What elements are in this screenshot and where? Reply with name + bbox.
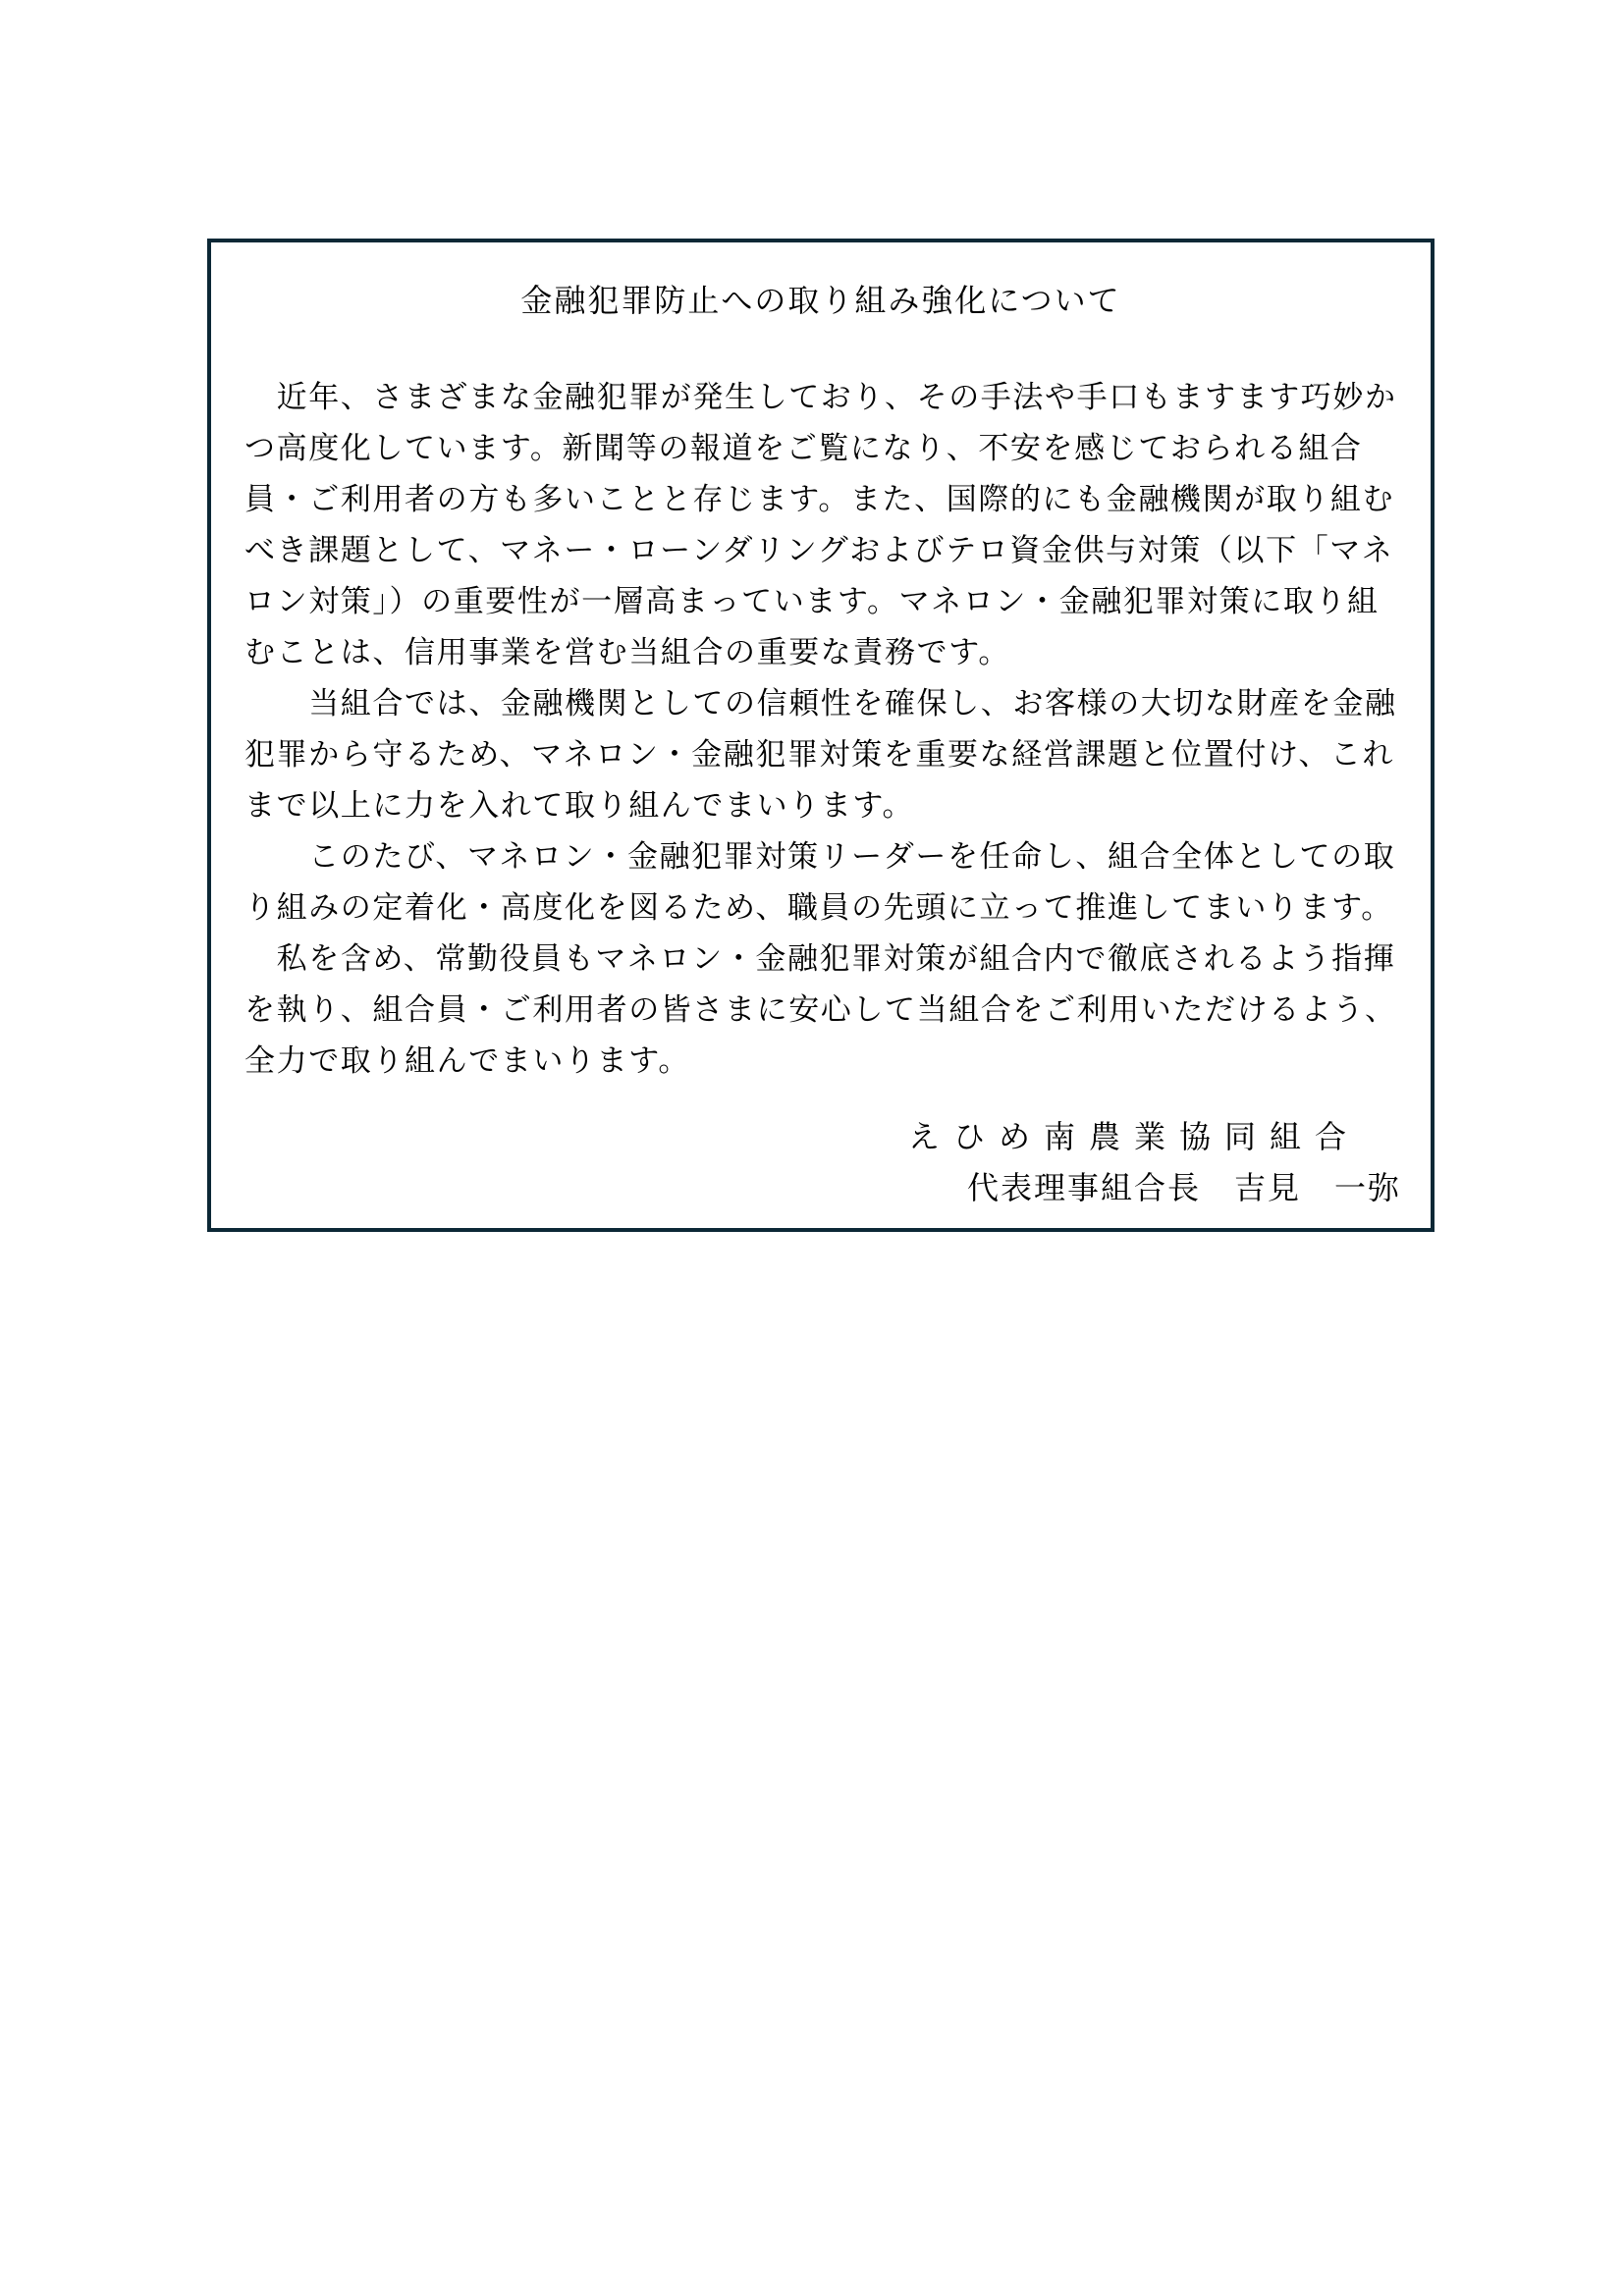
notice-title: 金融犯罪防止への取り組み強化について: [520, 282, 1121, 319]
body-line: むことは、信用事業を営む当組合の重要な責務です。: [244, 635, 1010, 670]
body-line: このたび、マネロン・金融犯罪対策リーダーを任命し、組合全体としての取: [244, 839, 1396, 875]
body-line: 員・ご利用者の方も多いことと存じます。また、国際的にも金融機関が取り組む: [244, 482, 1395, 517]
body-line: つ高度化しています。新聞等の報道をご覧になり、不安を感じておられる組合: [244, 431, 1363, 466]
body-line: 当組合では、金融機関としての信頼性を確保し、お客様の大切な財産を金融: [244, 686, 1397, 721]
notice-box: [207, 239, 1435, 1232]
body-line: べき課題として、マネー・ローンダリングおよびテロ資金供与対策（以下「マネ: [244, 533, 1394, 568]
body-line: り組みの定着化・高度化を図るため、職員の先頭に立って推進してまいります。: [244, 890, 1393, 926]
body-line: 私を含め、常勤役員もマネロン・金融犯罪対策が組合内で徹底されるよう指揮: [244, 941, 1396, 977]
body-line: まで以上に力を入れて取り組んでまいります。: [244, 788, 915, 824]
body-line: ロン対策」）の重要性が一層高まっています。マネロン・金融犯罪対策に取り組: [244, 584, 1380, 619]
representative-name: 代表理事組合長 吉見 一弥: [966, 1169, 1401, 1206]
body-line: 全力で取り組んでまいります。: [244, 1043, 690, 1079]
body-line: 犯罪から守るため、マネロン・金融犯罪対策を重要な経営課題と位置付け、これ: [244, 737, 1395, 773]
body-line: を執り、組合員・ご利用者の皆さまに安心して当組合をご利用いただけるよう、: [244, 992, 1397, 1028]
signature-block: [908, 1111, 1401, 1213]
notice-body: [211, 372, 1431, 1087]
organization-name: えひめ南農業協同組合: [907, 1118, 1360, 1155]
body-line: 近年、さまざまな金融犯罪が発生しており、その手法や手口もますます巧妙か: [244, 380, 1397, 415]
